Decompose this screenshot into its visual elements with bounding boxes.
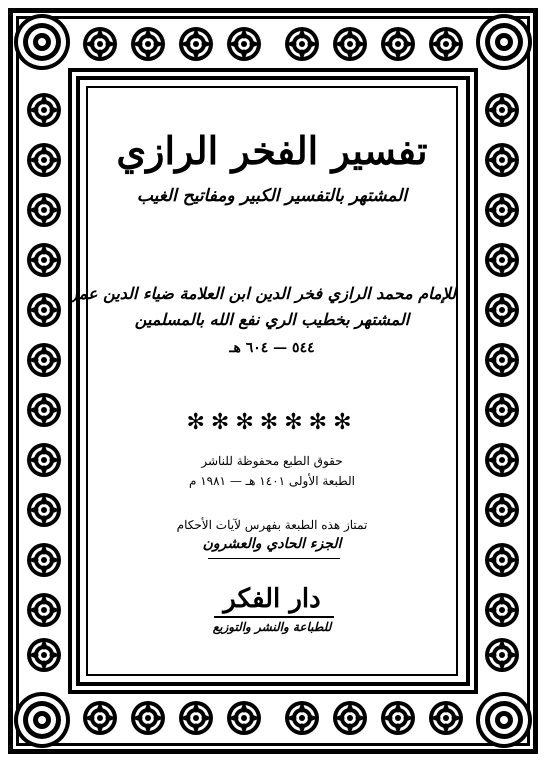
publisher-rule: [214, 616, 334, 618]
volume-underline: [208, 558, 340, 559]
book-title: تفسير الفخر الرازي: [116, 128, 428, 173]
copyright-notice: حقوق الطبع محفوظة للناشر: [201, 454, 343, 468]
volume-label: الجزء الحادي والعشرون: [202, 536, 342, 552]
book-subtitle: المشتهر بالتفسير الكبير ومفاتيح الغيب: [136, 186, 408, 206]
star-ornament: ✻✻✻✻✻✻✻: [186, 410, 358, 435]
edition-line: الطبعة الأولى ١٤٠١ هـ — ١٩٨١ م: [188, 474, 356, 488]
edition-note: تمتاز هذه الطبعة بفهرس لآيات الأحكام: [176, 518, 368, 532]
publisher-tagline: للطباعة والنشر والتوزيع: [212, 620, 332, 634]
publisher-name: دار الفكر: [223, 584, 321, 614]
author-line-1: للإمام محمد الرازي فخر الدين ابن العلامة ضياء الدين عمر: [69, 284, 456, 303]
author-line-2: المشتهر بخطيب الري نفع الله بالمسلمين: [134, 310, 410, 329]
author-dates: ٥٤٤ — ٦٠٤ هـ: [229, 340, 315, 356]
title-panel: [69, 86, 458, 676]
